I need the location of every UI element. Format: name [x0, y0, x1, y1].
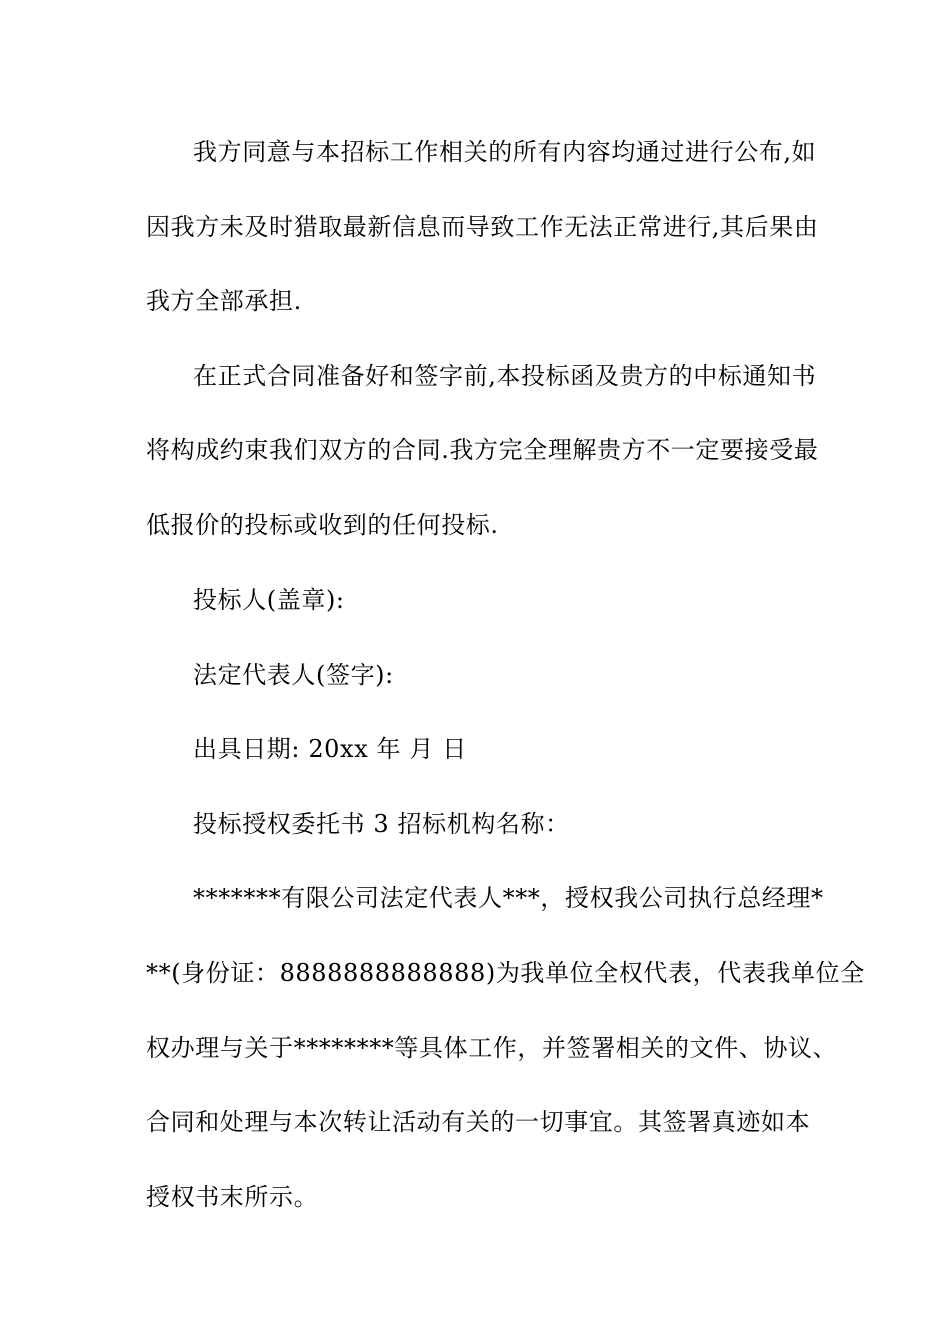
paragraph-authorization-content-line-1: *******有限公司法定代表人***，授权我公司执行总经理*: [193, 884, 824, 912]
paragraph-contract-formation-line-1: 在正式合同准备好和签字前,本投标函及贵方的中标通知书: [193, 362, 817, 390]
bidder-seal-line: 投标人(盖章):: [193, 586, 345, 614]
paragraph-contract-formation-line-3: 低报价的投标或收到的任何投标.: [146, 511, 499, 539]
paragraph-information-publication-line-1: 我方同意与本招标工作相关的所有内容均通过进行公布,如: [193, 138, 817, 166]
paragraph-authorization-content-line-4: 合同和处理与本次转让活动有关的一切事宜。其签署真迹如本: [146, 1108, 811, 1136]
legal-representative-signature-line: 法定代表人(签字):: [193, 661, 394, 689]
issue-date-line: 出具日期: 20xx 年 月 日: [193, 735, 467, 763]
paragraph-authorization-content-line-3: 权办理与关于********等具体工作，并签署相关的文件、协议、: [146, 1034, 838, 1062]
paragraph-information-publication-line-2: 因我方未及时猎取最新信息而导致工作无法正常进行,其后果由: [146, 213, 819, 241]
paragraph-information-publication-line-3: 我方全部承担.: [146, 287, 302, 315]
authorization-heading-line: 投标授权委托书 3 招标机构名称：: [193, 810, 570, 838]
paragraph-authorization-content-line-5: 授权书末所示。: [146, 1183, 319, 1211]
paragraph-contract-formation-line-2: 将构成约束我们双方的合同.我方完全理解贵方不一定要接受最: [146, 436, 819, 464]
paragraph-authorization-content-line-2: **(身份证：8888888888888)为我单位全权代表，代表我单位全: [146, 959, 865, 987]
